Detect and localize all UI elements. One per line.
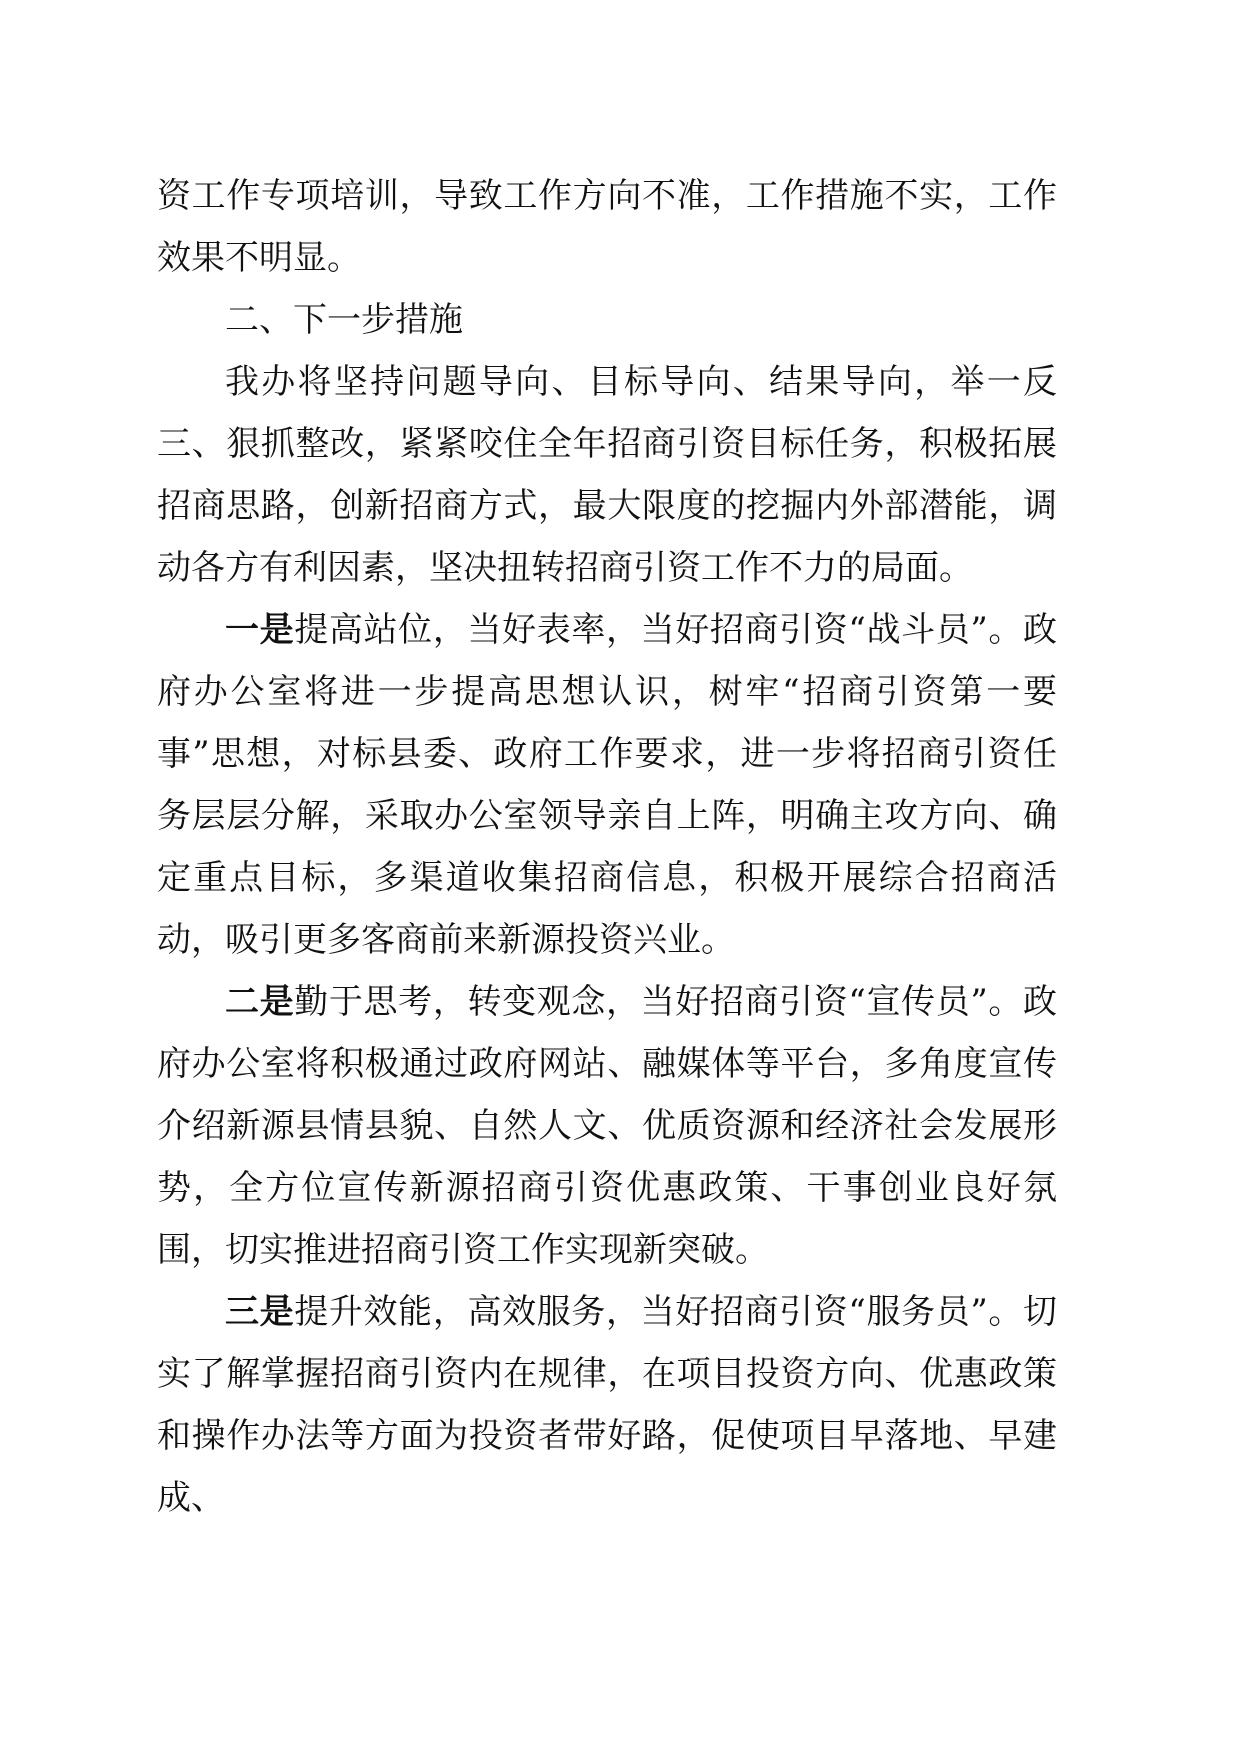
measure-3 bbox=[157, 1281, 1057, 1529]
section-heading bbox=[157, 289, 1057, 351]
measure-text: 勤于思考，转变观念，当好招商引资“宣传员”。政府办公室将积极通过政府网站、融媒体等平台，多角度宣传介绍新源县情县貌、自然人文、优质资源和经济社会发展形势，全方位宣传新源招商引资优惠政策、干事创业良好氛围，切实推进招商引资工作实现新突破。 bbox=[157, 982, 1058, 1270]
paragraph-1 bbox=[157, 165, 1057, 289]
measure-text: 提高站位，当好表率，当好招商引资“战斗员”。政府办公室将进一步提高思想认识，树牢“招商引资第一要事”思想，对标县委、政府工作要求，进一步将招商引资任务层层分解，采取办公室领导亲自上阵，明确主攻方向、确定重点目标，多渠道收集招商信息，积极开展综合招商活动，吸引更多客商前来新源投资兴业。 bbox=[157, 610, 1058, 960]
measure-1 bbox=[157, 599, 1057, 971]
measure-2 bbox=[157, 971, 1057, 1281]
paragraph-text: 我办将坚持问题导向、目标导向、结果导向，举一反三、狠抓整改，紧紧咬住全年招商引资目标任务，积极拓展招商思路，创新招商方式，最大限度的挖掘内外部潜能，调动各方有利因素，坚决扭转招商引资工作不力的局面。 bbox=[157, 362, 1057, 588]
measure-lead: 三是 bbox=[225, 1292, 295, 1332]
document-body bbox=[157, 165, 1057, 1529]
measure-text: 提升效能，高效服务，当好招商引资“服务员”。切实了解掌握招商引资内在规律，在项目投资方向、优惠政策和操作办法等方面为投资者带好路，促使项目早落地、早建成、 bbox=[157, 1292, 1058, 1518]
paragraph-3 bbox=[157, 351, 1057, 599]
measure-lead: 一是 bbox=[225, 610, 295, 650]
paragraph-text: 资工作专项培训，导致工作方向不准，工作措施不实，工作效果不明显。 bbox=[157, 176, 1057, 278]
heading-text: 二、下一步措施 bbox=[225, 300, 463, 340]
measure-lead: 二是 bbox=[225, 982, 295, 1022]
